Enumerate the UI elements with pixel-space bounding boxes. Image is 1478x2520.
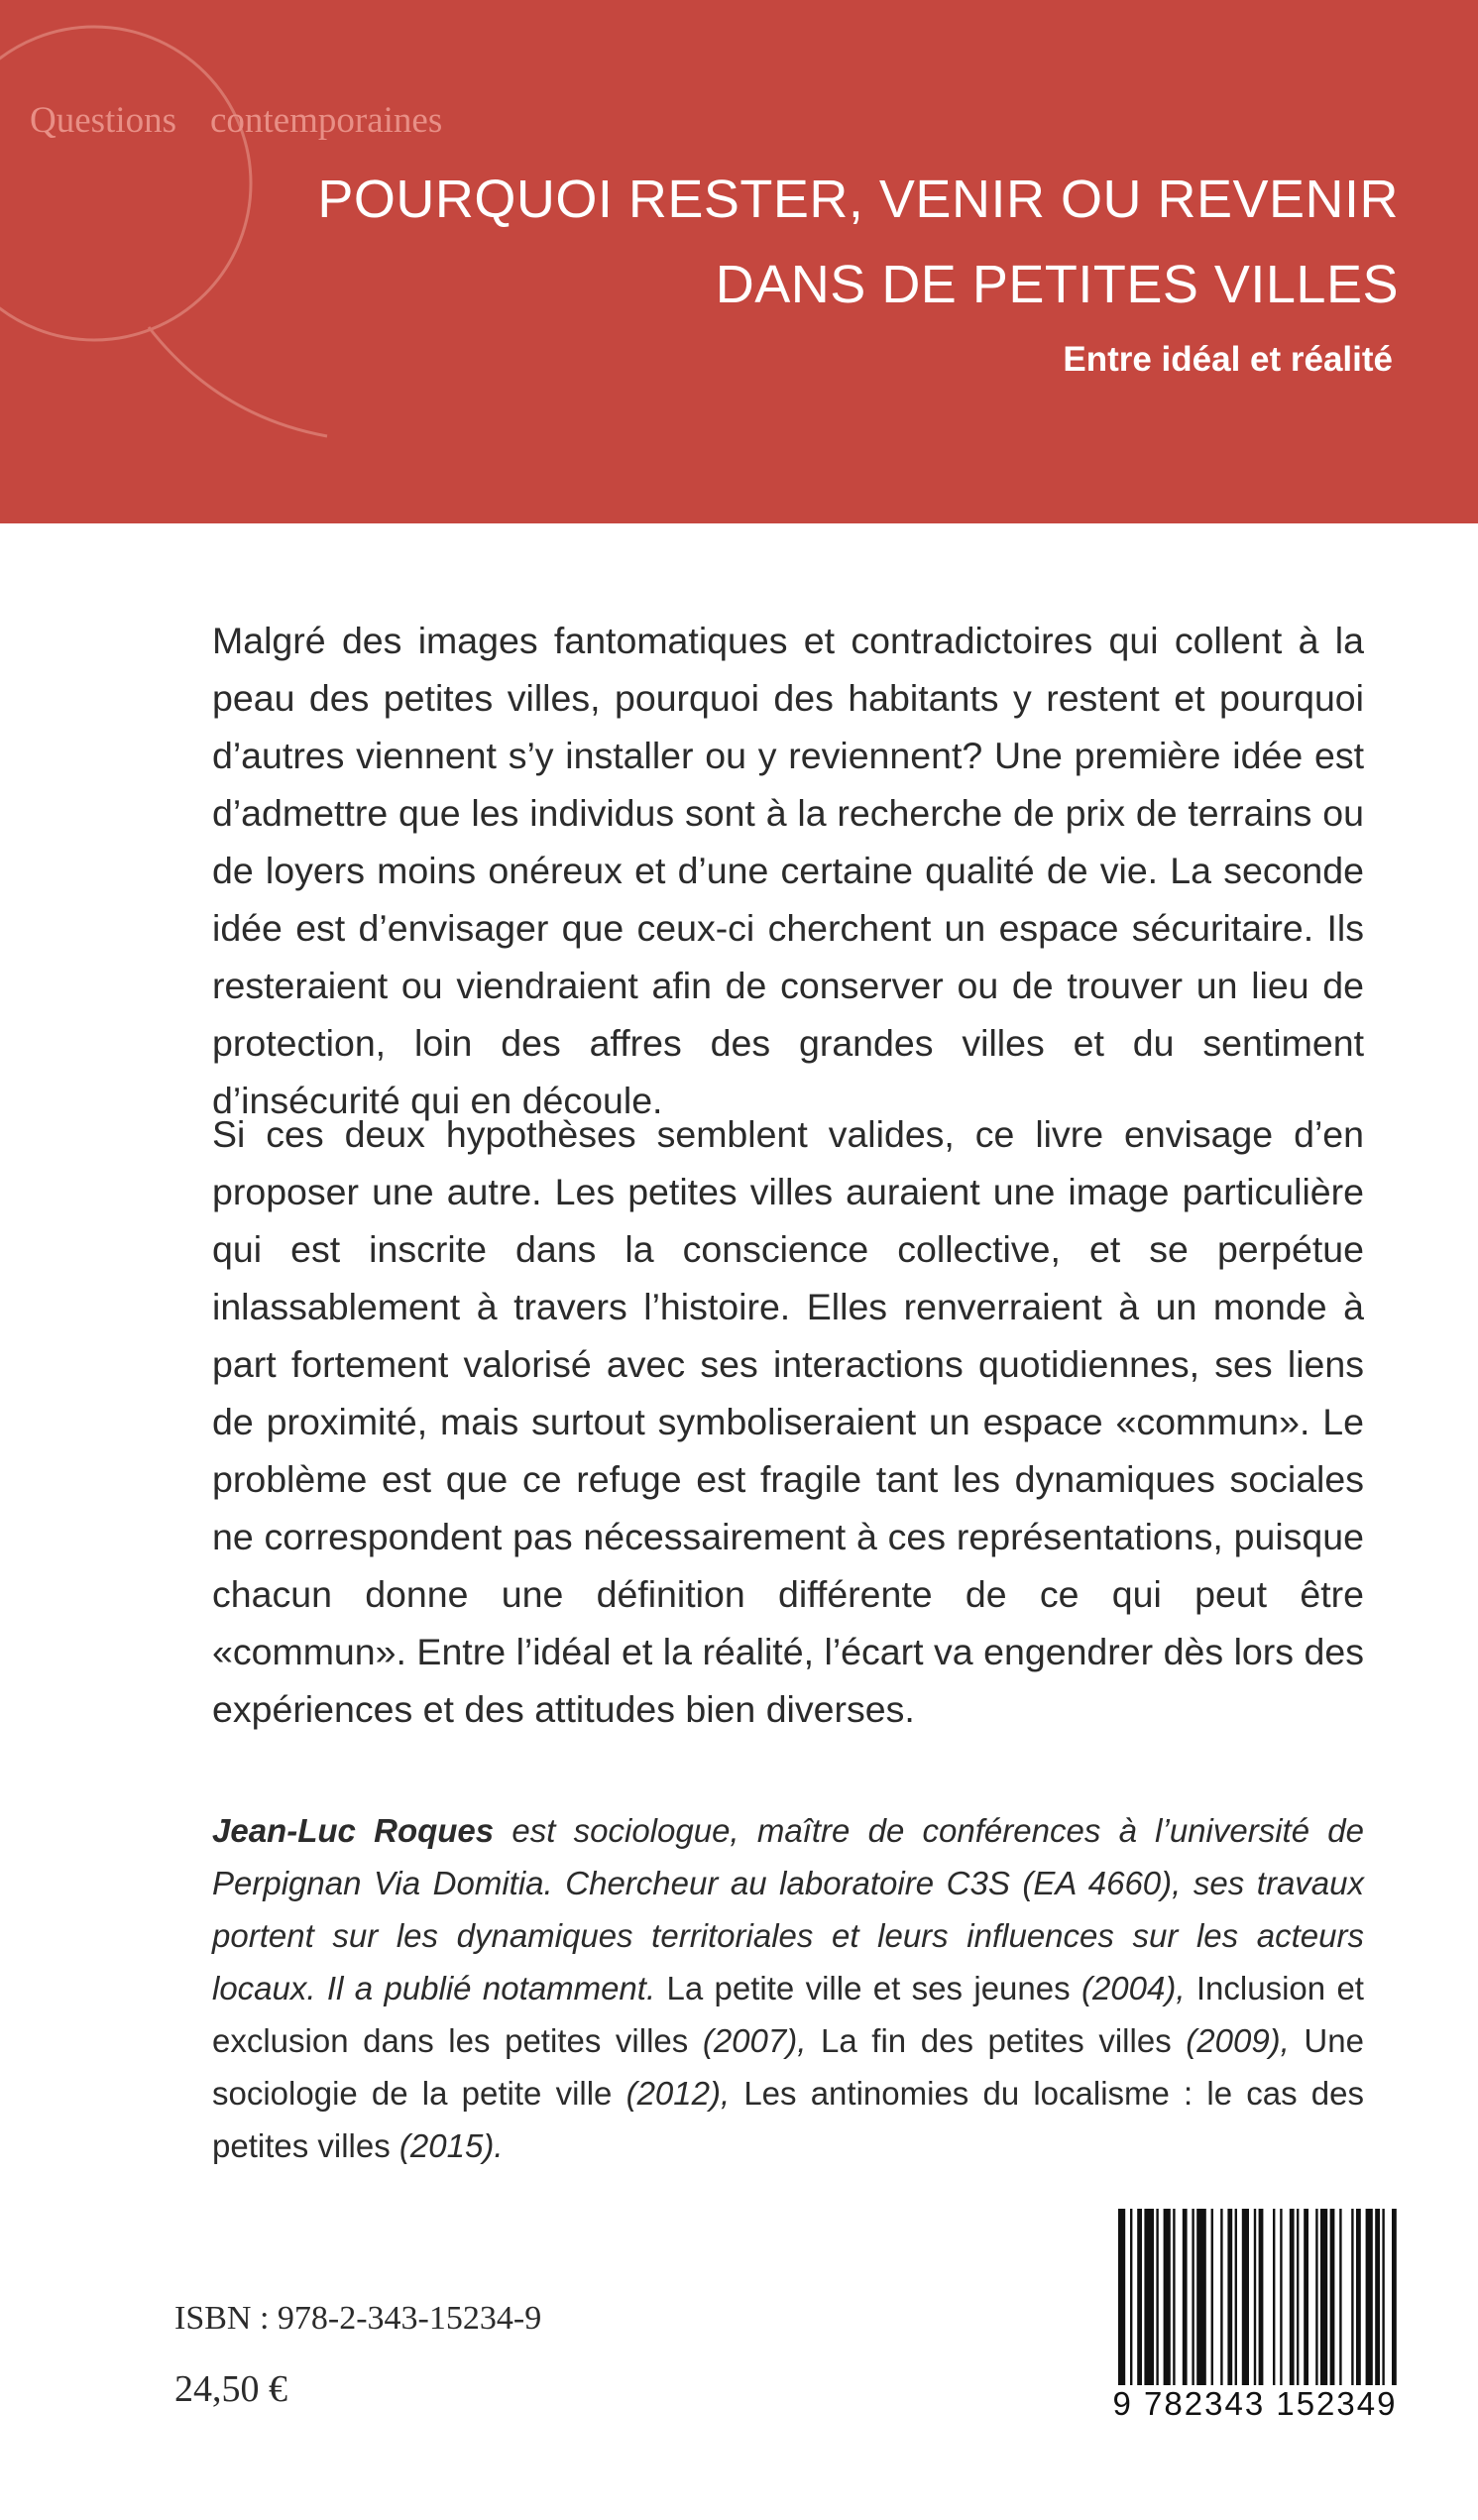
barcode-bar — [1164, 2209, 1171, 2385]
cover-header-band — [0, 0, 1478, 523]
barcode-bar — [1297, 2209, 1299, 2385]
work-year: (2004), — [1080, 1970, 1186, 2006]
barcode-bar — [1273, 2209, 1275, 2385]
work-title: Une sociologie de la petite ville — [212, 2022, 1364, 2112]
barcode-bar — [1211, 2209, 1213, 2385]
barcode-bar — [1290, 2209, 1295, 2385]
author-bio-intro: est sociologue, maître de conférences à l’université de Perpignan Via Domitia. Chercheur au laboratoire C3S (EA 4660), ses travaux portent sur les dynamiques territoriales et leurs influences sur les acteurs locaux. Il a publié notamment. — [212, 1812, 1365, 2006]
barcode-bar — [1315, 2209, 1317, 2385]
work-title: La petite ville et ses jeunes — [655, 1970, 1081, 2006]
barcode-bar — [1235, 2209, 1237, 2385]
barcode-bar — [1144, 2209, 1154, 2385]
barcode-number: 9 782343 152349 — [1112, 2385, 1398, 2422]
work-title: La fin des petites villes — [806, 2022, 1187, 2059]
barcode-bar — [1220, 2209, 1222, 2385]
barcode-bar — [1137, 2209, 1142, 2385]
work-year: (2007), — [702, 2022, 807, 2059]
work-year: (2015). — [398, 2127, 504, 2164]
author-name: Jean-Luc Roques — [212, 1812, 495, 1849]
series-name — [30, 99, 442, 142]
barcode-bar — [1130, 2209, 1132, 2385]
barcode-bar — [1320, 2209, 1327, 2385]
barcode-bar — [1259, 2209, 1264, 2385]
barcode-bar — [1192, 2209, 1194, 2385]
barcode-bar — [1330, 2209, 1335, 2385]
book-title — [209, 157, 1399, 327]
barcode-bar — [1382, 2209, 1384, 2385]
barcode-bar — [1227, 2209, 1232, 2385]
book-title-line-1: POURQUOI RESTER, VENIR OU REVENIR — [317, 170, 1399, 229]
barcode-bar — [1196, 2209, 1206, 2385]
blurb-paragraph-1: Malgré des images fantomatiques et contradictoires qui collent à la peau des petites villes, pourquoi des habitants y restent et pourquoi d’autres viennent s’y installer ou y reviennent? Une première idée est d’admettre que les individus sont à la recherche de prix de terrains ou de loyers moins onéreux et d’une certaine qualité de vie. La seconde idée est d’envisager que ceux-ci cherchent un espace sécuritaire. Ils resteraient ou viendraient afin de conserver ou de trouver un lieu de protection, loin des affres des grandes villes et du sentiment d’insécurité qui en découle. — [212, 620, 1364, 1121]
barcode-bar — [1173, 2209, 1175, 2385]
barcode-bar — [1242, 2209, 1249, 2385]
barcode-bar — [1118, 2209, 1125, 2385]
barcode-bar — [1254, 2209, 1256, 2385]
barcode — [1096, 2209, 1414, 2429]
barcode-bar — [1183, 2209, 1188, 2385]
book-title-line-2: DANS DE PETITES VILLES — [715, 255, 1399, 314]
work-year: (2012), — [625, 2075, 731, 2112]
barcode-bar — [1339, 2209, 1341, 2385]
barcode-bar — [1356, 2209, 1361, 2385]
barcode-bar — [1375, 2209, 1380, 2385]
author-bio — [212, 1804, 1364, 2172]
barcode-bar — [1351, 2209, 1353, 2385]
series-word-1: Questions — [30, 100, 176, 141]
barcode-bar — [1366, 2209, 1373, 2385]
blurb-paragraph-2: Si ces deux hypothèses semblent valides, ce livre envisage d’en proposer une autre. Les petites villes auraient une image particulière qui est inscrite dans la conscience collective, et se perpétue inlassablement à travers l’histoire. Elles renverraient à un monde à part fortement valorisé avec ses interactions quotidiennes, ses liens de proximité, mais surtout symboliseraient un espace «commun». Le problème est que ce refuge est fragile tant les dynamiques sociales ne correspondent pas nécessairement à ces représentations, puisque chacun donne une définition différente de ce qui peut être «commun». Entre l’idéal et la réalité, l’écart va engendrer dès lors des expériences et des attitudes bien diverses. — [212, 1113, 1364, 1730]
barcode-bar — [1392, 2209, 1397, 2385]
series-word-2: contemporaines — [210, 100, 443, 141]
barcode-bars-icon — [1096, 2209, 1414, 2385]
work-year: (2009), — [1186, 2022, 1290, 2059]
isbn: ISBN : 978-2-343-15234-9 — [174, 2300, 542, 2337]
price: 24,50 € — [174, 2368, 287, 2410]
barcode-bar — [1280, 2209, 1282, 2385]
barcode-bar — [1156, 2209, 1158, 2385]
work-title: Inclusion et exclusion dans les petites villes — [212, 1970, 1364, 2059]
work-title: Les antinomies du localisme : le cas des petites villes — [212, 2075, 1364, 2164]
book-subtitle: Entre idéal et réalité — [1063, 340, 1393, 379]
barcode-bar — [1304, 2209, 1308, 2385]
